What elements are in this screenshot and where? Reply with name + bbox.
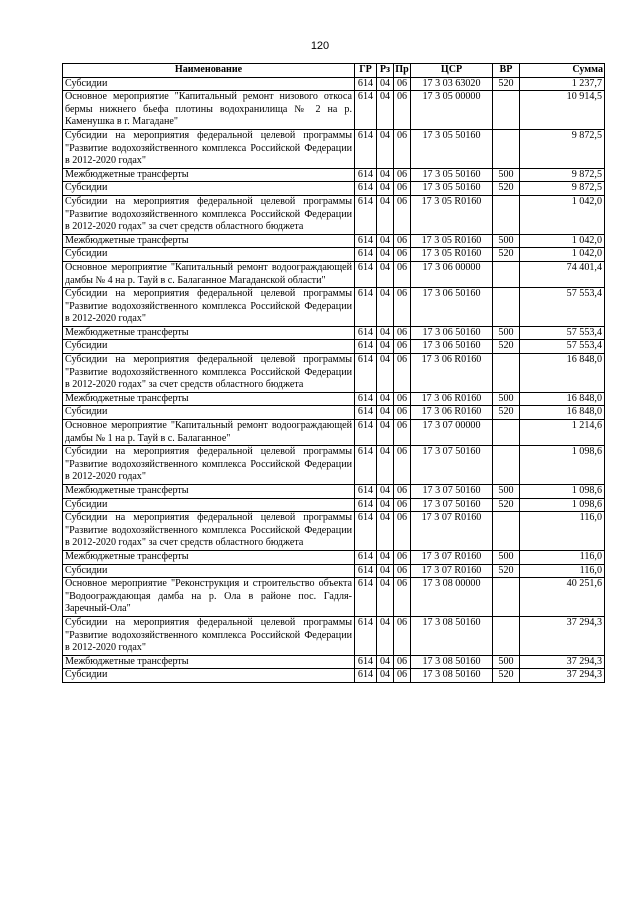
- cell-csr: 17 3 06 R0160: [411, 406, 493, 420]
- cell-sum: 16 848,0: [520, 354, 605, 393]
- cell-sum: 16 848,0: [520, 406, 605, 420]
- cell-csr: 17 3 08 50160: [411, 616, 493, 655]
- table-row: [63, 485, 605, 499]
- header-sum: Сумма: [520, 64, 605, 78]
- cell-sum: 37 294,3: [520, 655, 605, 669]
- table-row: [63, 340, 605, 354]
- cell-pr: 06: [394, 512, 411, 551]
- cell-gr: 614: [355, 234, 377, 248]
- cell-rz: 04: [377, 326, 394, 340]
- cell-pr: 06: [394, 550, 411, 564]
- cell-csr: 17 3 08 50160: [411, 669, 493, 683]
- cell-rz: 04: [377, 669, 394, 683]
- cell-gr: 614: [355, 420, 377, 446]
- cell-name: Субсидии: [63, 77, 355, 91]
- cell-csr: 17 3 07 50160: [411, 446, 493, 485]
- cell-csr: 17 3 05 R0160: [411, 234, 493, 248]
- cell-gr: 614: [355, 616, 377, 655]
- cell-gr: 614: [355, 168, 377, 182]
- cell-name: Субсидии: [63, 182, 355, 196]
- cell-vr: [493, 261, 520, 287]
- cell-sum: 40 251,6: [520, 578, 605, 617]
- cell-rz: 04: [377, 129, 394, 168]
- cell-pr: 06: [394, 288, 411, 327]
- table-row: [63, 512, 605, 551]
- cell-gr: 614: [355, 288, 377, 327]
- cell-sum: 1 098,6: [520, 446, 605, 485]
- cell-sum: 1 214,6: [520, 420, 605, 446]
- cell-pr: 06: [394, 354, 411, 393]
- budget-table: [62, 63, 605, 683]
- header-vr: ВР: [493, 64, 520, 78]
- cell-pr: 06: [394, 326, 411, 340]
- cell-vr: 520: [493, 564, 520, 578]
- table-row: [63, 392, 605, 406]
- cell-gr: 614: [355, 77, 377, 91]
- cell-vr: 520: [493, 340, 520, 354]
- cell-csr: 17 3 06 00000: [411, 261, 493, 287]
- cell-pr: 06: [394, 498, 411, 512]
- cell-rz: 04: [377, 248, 394, 262]
- cell-name: Основное мероприятие "Капитальный ремонт низового откоса бермы нижнего бьефа плотины водохранилища № 2 на р. Каменушка в г. Магадане": [63, 91, 355, 130]
- cell-rz: 04: [377, 261, 394, 287]
- cell-name: Межбюджетные трансферты: [63, 168, 355, 182]
- cell-name: Основное мероприятие "Капитальный ремонт водоограждающей дамбы № 4 на р. Тауй в с. Балаганное Магаданской области": [63, 261, 355, 287]
- table-row: [63, 655, 605, 669]
- cell-sum: 116,0: [520, 512, 605, 551]
- cell-pr: 06: [394, 77, 411, 91]
- cell-name: Субсидии: [63, 669, 355, 683]
- cell-rz: 04: [377, 420, 394, 446]
- cell-gr: 614: [355, 669, 377, 683]
- cell-name: Основное мероприятие "Капитальный ремонт водоограждающей дамбы № 1 на р. Тауй в с. Балаганное": [63, 420, 355, 446]
- cell-csr: 17 3 06 50160: [411, 340, 493, 354]
- cell-sum: 9 872,5: [520, 129, 605, 168]
- table-row: [63, 168, 605, 182]
- header-name: Наименование: [63, 64, 355, 78]
- cell-vr: 500: [493, 392, 520, 406]
- cell-sum: 57 553,4: [520, 326, 605, 340]
- cell-gr: 614: [355, 564, 377, 578]
- cell-rz: 04: [377, 182, 394, 196]
- cell-rz: 04: [377, 564, 394, 578]
- cell-gr: 614: [355, 550, 377, 564]
- cell-gr: 614: [355, 578, 377, 617]
- cell-sum: 37 294,3: [520, 616, 605, 655]
- cell-csr: 17 3 08 00000: [411, 578, 493, 617]
- cell-rz: 04: [377, 288, 394, 327]
- cell-vr: [493, 578, 520, 617]
- cell-vr: 520: [493, 182, 520, 196]
- table-row: [63, 77, 605, 91]
- cell-gr: 614: [355, 340, 377, 354]
- cell-gr: 614: [355, 182, 377, 196]
- cell-name: Субсидии на мероприятия федеральной целевой программы "Развитие водохозяйственного комплекса Российской Федерации в 2012-2020 годах": [63, 129, 355, 168]
- cell-csr: 17 3 06 50160: [411, 326, 493, 340]
- cell-gr: 614: [355, 91, 377, 130]
- cell-rz: 04: [377, 485, 394, 499]
- cell-pr: 06: [394, 168, 411, 182]
- cell-sum: 74 401,4: [520, 261, 605, 287]
- cell-vr: 500: [493, 234, 520, 248]
- cell-csr: 17 3 07 R0160: [411, 512, 493, 551]
- header-pr: Пр: [394, 64, 411, 78]
- table-row: [63, 288, 605, 327]
- cell-csr: 17 3 03 63020: [411, 77, 493, 91]
- cell-pr: 06: [394, 234, 411, 248]
- cell-pr: 06: [394, 406, 411, 420]
- cell-rz: 04: [377, 498, 394, 512]
- cell-vr: 520: [493, 248, 520, 262]
- cell-name: Субсидии: [63, 406, 355, 420]
- cell-name: Субсидии на мероприятия федеральной целевой программы "Развитие водохозяйственного комплекса Российской Федерации в 2012-2020 годах" за счет средств областного бюджета: [63, 195, 355, 234]
- cell-pr: 06: [394, 195, 411, 234]
- cell-gr: 614: [355, 248, 377, 262]
- cell-gr: 614: [355, 498, 377, 512]
- cell-gr: 614: [355, 261, 377, 287]
- cell-vr: 520: [493, 669, 520, 683]
- cell-sum: 1 042,0: [520, 234, 605, 248]
- cell-name: Межбюджетные трансферты: [63, 655, 355, 669]
- table-row: [63, 669, 605, 683]
- cell-gr: 614: [355, 446, 377, 485]
- cell-sum: 116,0: [520, 564, 605, 578]
- cell-rz: 04: [377, 578, 394, 617]
- cell-vr: 500: [493, 326, 520, 340]
- cell-csr: 17 3 05 50160: [411, 182, 493, 196]
- cell-sum: 1 042,0: [520, 195, 605, 234]
- table-row: [63, 616, 605, 655]
- cell-name: Субсидии на мероприятия федеральной целевой программы "Развитие водохозяйственного комплекса Российской Федерации в 2012-2020 годах": [63, 616, 355, 655]
- cell-sum: 57 553,4: [520, 340, 605, 354]
- cell-vr: 500: [493, 168, 520, 182]
- cell-vr: 520: [493, 498, 520, 512]
- table-row: [63, 248, 605, 262]
- cell-gr: 614: [355, 195, 377, 234]
- header-gr: ГР: [355, 64, 377, 78]
- cell-gr: 614: [355, 512, 377, 551]
- cell-csr: 17 3 06 R0160: [411, 354, 493, 393]
- cell-rz: 04: [377, 616, 394, 655]
- table-header-row: [63, 64, 605, 78]
- cell-sum: 1 042,0: [520, 248, 605, 262]
- cell-sum: 1 098,6: [520, 498, 605, 512]
- table-row: [63, 182, 605, 196]
- table-row: [63, 550, 605, 564]
- cell-sum: 10 914,5: [520, 91, 605, 130]
- cell-vr: 500: [493, 550, 520, 564]
- cell-name: Субсидии на мероприятия федеральной целевой программы "Развитие водохозяйственного комплекса Российской Федерации в 2012-2020 годах" за счет средств областного бюджета: [63, 512, 355, 551]
- cell-csr: 17 3 06 R0160: [411, 392, 493, 406]
- cell-pr: 06: [394, 129, 411, 168]
- table-row: [63, 91, 605, 130]
- cell-sum: 9 872,5: [520, 168, 605, 182]
- cell-gr: 614: [355, 392, 377, 406]
- cell-pr: 06: [394, 182, 411, 196]
- cell-rz: 04: [377, 234, 394, 248]
- cell-vr: [493, 195, 520, 234]
- cell-csr: 17 3 06 50160: [411, 288, 493, 327]
- table-row: [63, 564, 605, 578]
- header-csr: ЦСР: [411, 64, 493, 78]
- cell-sum: 9 872,5: [520, 182, 605, 196]
- cell-name: Основное мероприятие "Реконструкция и строительство объекта "Водоограждающая дамба на р. Ола в районе пос. Гадля-Заречный-Ола": [63, 578, 355, 617]
- cell-csr: 17 3 05 R0160: [411, 248, 493, 262]
- table-row: [63, 195, 605, 234]
- cell-name: Субсидии на мероприятия федеральной целевой программы "Развитие водохозяйственного комплекса Российской Федерации в 2012-2020 годах" за счет средств областного бюджета: [63, 354, 355, 393]
- cell-rz: 04: [377, 340, 394, 354]
- header-rz: Рз: [377, 64, 394, 78]
- cell-vr: 520: [493, 77, 520, 91]
- cell-rz: 04: [377, 195, 394, 234]
- cell-pr: 06: [394, 564, 411, 578]
- cell-gr: 614: [355, 485, 377, 499]
- cell-rz: 04: [377, 354, 394, 393]
- cell-pr: 06: [394, 392, 411, 406]
- cell-gr: 614: [355, 655, 377, 669]
- table-row: [63, 234, 605, 248]
- table-row: [63, 420, 605, 446]
- cell-rz: 04: [377, 655, 394, 669]
- cell-pr: 06: [394, 485, 411, 499]
- cell-rz: 04: [377, 77, 394, 91]
- cell-csr: 17 3 07 00000: [411, 420, 493, 446]
- table-row: [63, 446, 605, 485]
- cell-vr: 520: [493, 406, 520, 420]
- cell-csr: 17 3 05 00000: [411, 91, 493, 130]
- cell-vr: [493, 420, 520, 446]
- cell-name: Межбюджетные трансферты: [63, 326, 355, 340]
- cell-csr: 17 3 08 50160: [411, 655, 493, 669]
- table-row: [63, 406, 605, 420]
- cell-name: Межбюджетные трансферты: [63, 392, 355, 406]
- cell-vr: [493, 91, 520, 130]
- table-row: [63, 261, 605, 287]
- cell-pr: 06: [394, 655, 411, 669]
- cell-vr: [493, 129, 520, 168]
- cell-rz: 04: [377, 406, 394, 420]
- cell-gr: 614: [355, 354, 377, 393]
- cell-pr: 06: [394, 261, 411, 287]
- cell-rz: 04: [377, 512, 394, 551]
- cell-name: Субсидии: [63, 340, 355, 354]
- cell-pr: 06: [394, 420, 411, 446]
- cell-name: Субсидии: [63, 564, 355, 578]
- cell-pr: 06: [394, 446, 411, 485]
- cell-name: Межбюджетные трансферты: [63, 485, 355, 499]
- table-row: [63, 326, 605, 340]
- table-row: [63, 354, 605, 393]
- cell-csr: 17 3 07 R0160: [411, 564, 493, 578]
- cell-name: Субсидии на мероприятия федеральной целевой программы "Развитие водохозяйственного комплекса Российской Федерации в 2012-2020 годах": [63, 288, 355, 327]
- cell-sum: 116,0: [520, 550, 605, 564]
- cell-name: Межбюджетные трансферты: [63, 550, 355, 564]
- cell-name: Субсидии: [63, 498, 355, 512]
- cell-rz: 04: [377, 550, 394, 564]
- cell-sum: 37 294,3: [520, 669, 605, 683]
- cell-rz: 04: [377, 446, 394, 485]
- cell-pr: 06: [394, 669, 411, 683]
- cell-csr: 17 3 07 50160: [411, 485, 493, 499]
- cell-csr: 17 3 05 50160: [411, 129, 493, 168]
- cell-pr: 06: [394, 248, 411, 262]
- cell-pr: 06: [394, 91, 411, 130]
- cell-rz: 04: [377, 168, 394, 182]
- cell-gr: 614: [355, 406, 377, 420]
- cell-sum: 1 237,7: [520, 77, 605, 91]
- cell-rz: 04: [377, 392, 394, 406]
- cell-rz: 04: [377, 91, 394, 130]
- cell-csr: 17 3 07 R0160: [411, 550, 493, 564]
- table-row: [63, 578, 605, 617]
- cell-pr: 06: [394, 340, 411, 354]
- cell-vr: [493, 446, 520, 485]
- cell-vr: 500: [493, 485, 520, 499]
- table-row: [63, 129, 605, 168]
- cell-csr: 17 3 07 50160: [411, 498, 493, 512]
- cell-gr: 614: [355, 129, 377, 168]
- table-row: [63, 498, 605, 512]
- cell-vr: 500: [493, 655, 520, 669]
- cell-name: Субсидии на мероприятия федеральной целевой программы "Развитие водохозяйственного комплекса Российской Федерации в 2012-2020 годах": [63, 446, 355, 485]
- cell-pr: 06: [394, 578, 411, 617]
- page-number: 120: [310, 40, 330, 52]
- cell-sum: 57 553,4: [520, 288, 605, 327]
- cell-csr: 17 3 05 50160: [411, 168, 493, 182]
- cell-sum: 1 098,6: [520, 485, 605, 499]
- cell-vr: [493, 512, 520, 551]
- cell-csr: 17 3 05 R0160: [411, 195, 493, 234]
- cell-sum: 16 848,0: [520, 392, 605, 406]
- cell-name: Межбюджетные трансферты: [63, 234, 355, 248]
- cell-name: Субсидии: [63, 248, 355, 262]
- cell-gr: 614: [355, 326, 377, 340]
- cell-vr: [493, 616, 520, 655]
- cell-vr: [493, 354, 520, 393]
- cell-pr: 06: [394, 616, 411, 655]
- cell-vr: [493, 288, 520, 327]
